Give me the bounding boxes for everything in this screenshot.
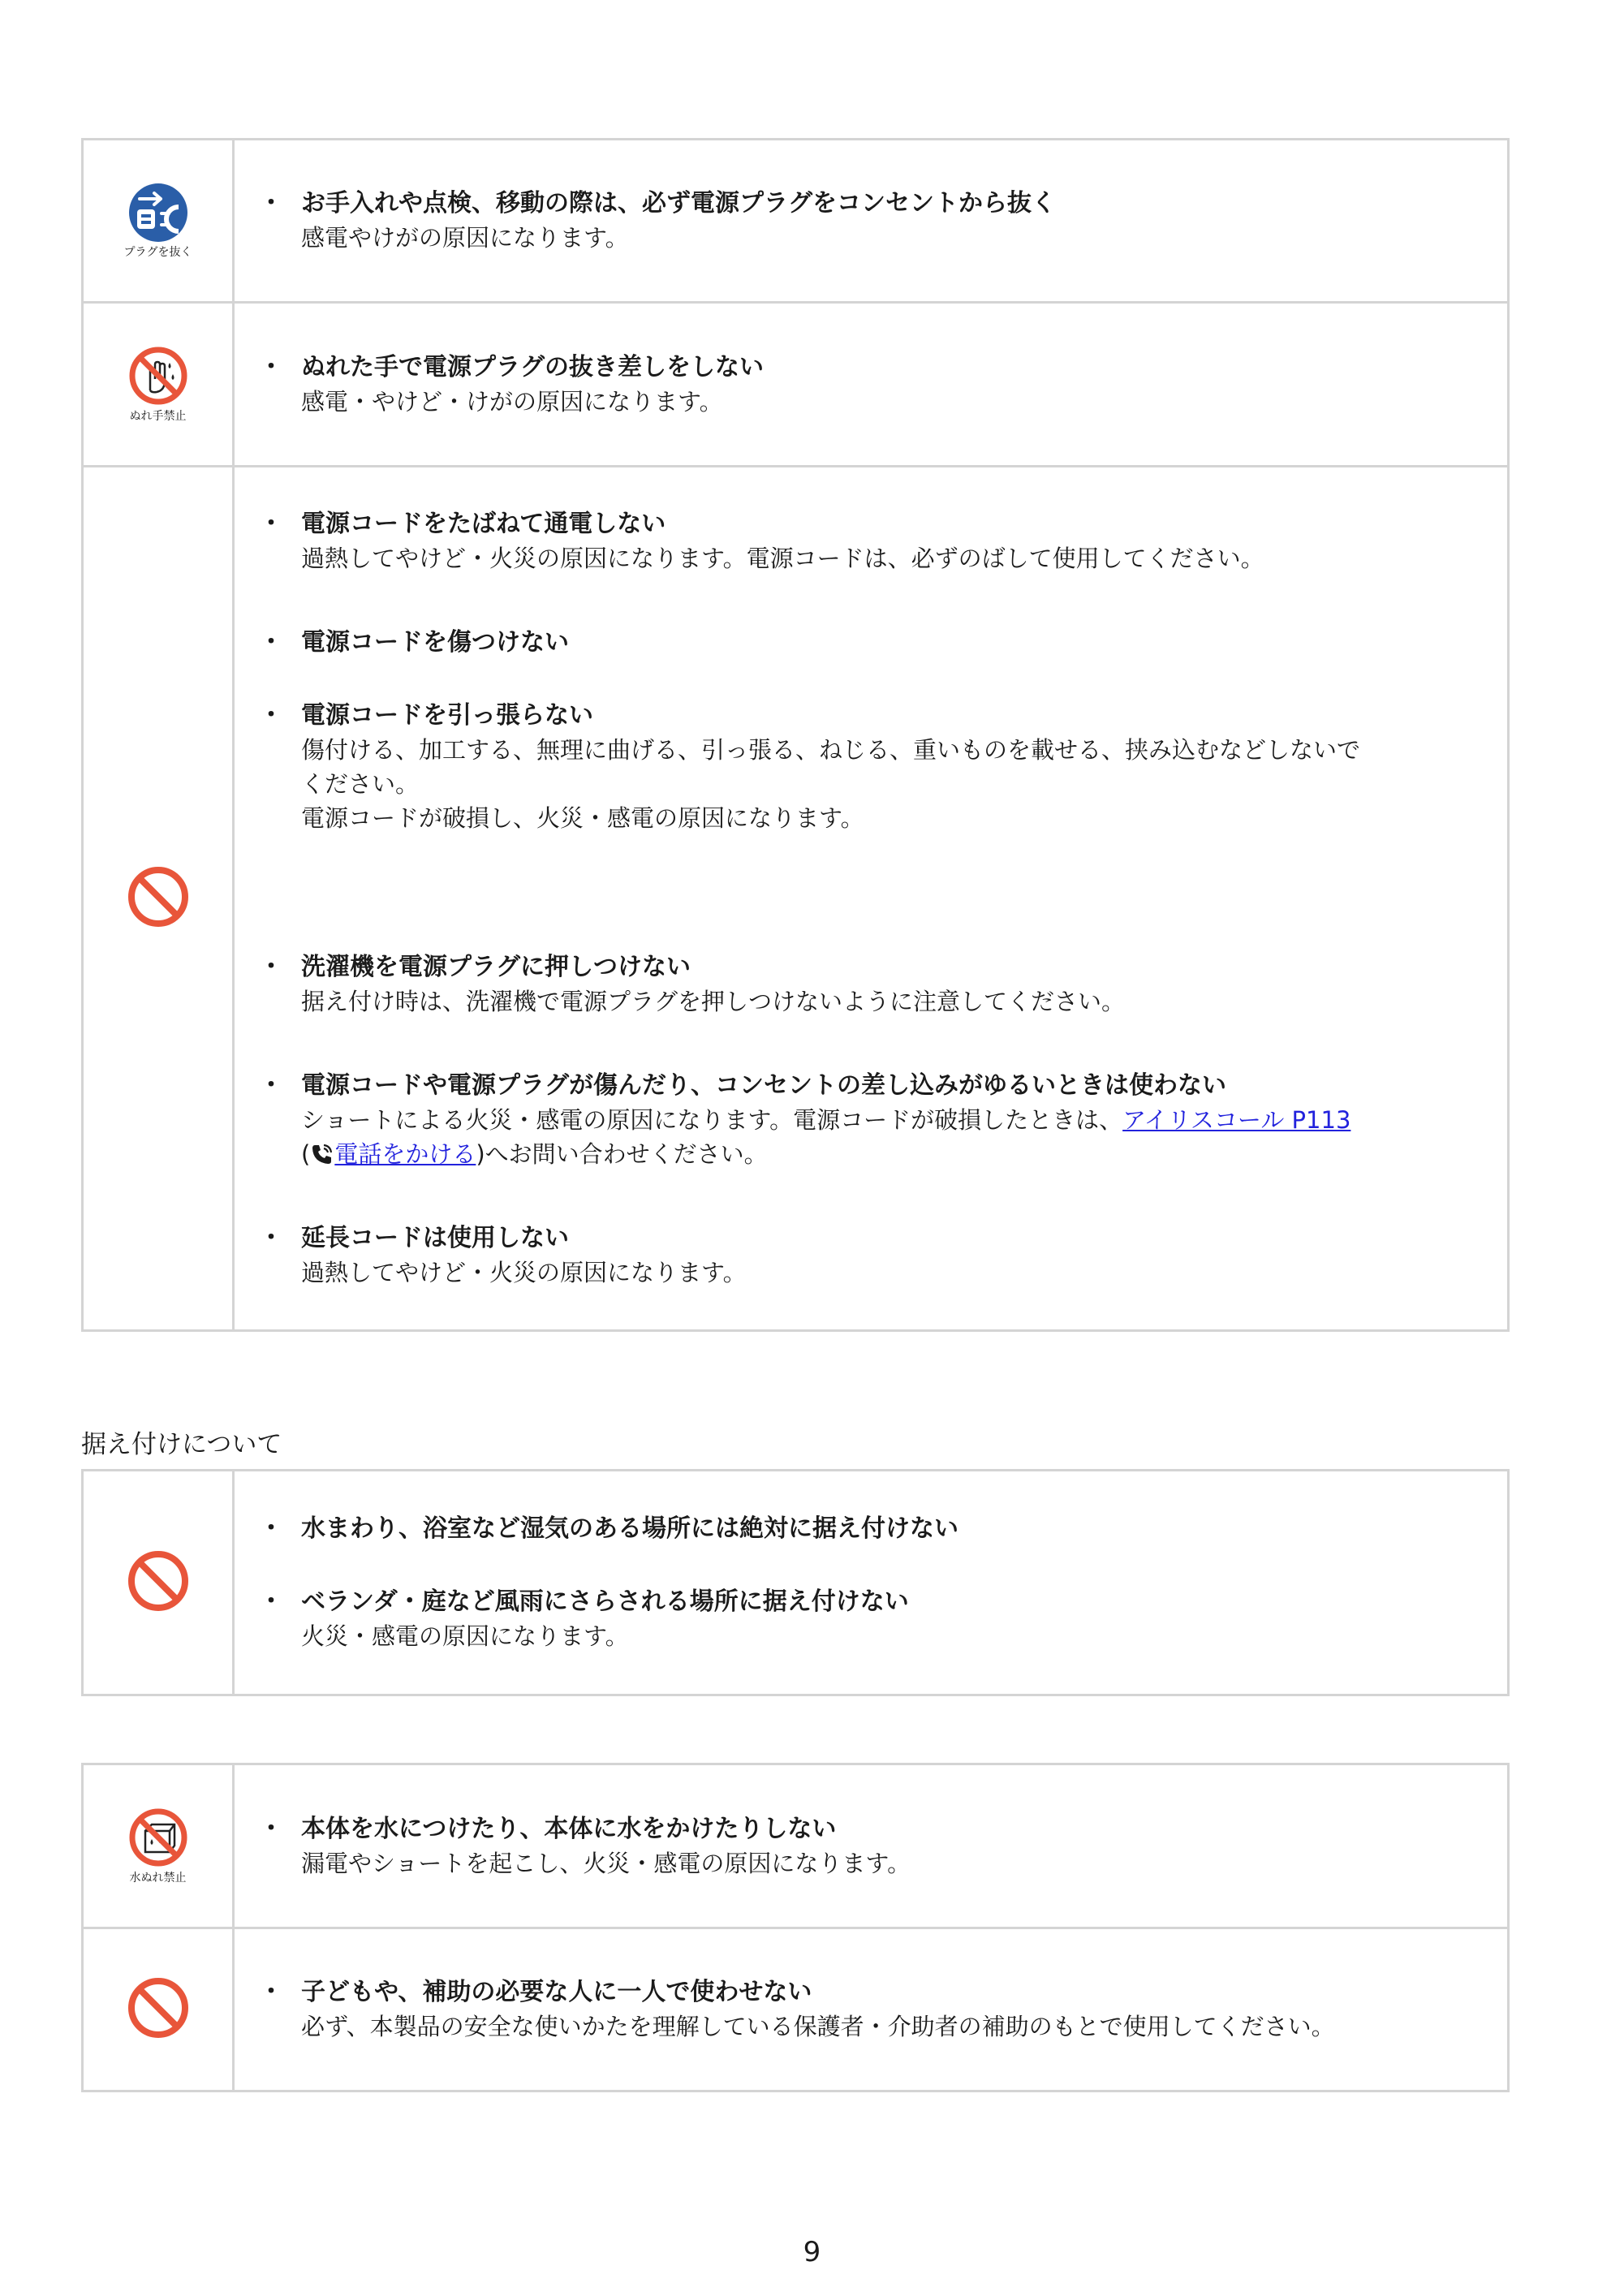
warning-row [83,467,1509,1331]
page-number: 9 [803,2236,821,2268]
item-description [301,1103,1475,1137]
item-description: 感電・やけど・けがの原因になります。 [301,387,723,416]
paren-open: ( [301,1140,311,1168]
warning-row [83,1764,1509,1928]
text-cell [234,467,1509,1331]
item-heading: ・ お手入れや点検、移動の際は、必ず電源プラグをコンセントから抜く [301,189,1056,218]
item-description: 電源コードが破損し、火災・感電の原因になります。 [301,804,864,832]
description-text: )へお問い合わせください。 [476,1140,768,1168]
list-item [277,950,1475,1019]
item-heading: ・ 子どもや、補助の必要な人に一人で使わせない [301,1978,812,2006]
prohibition-icon [127,865,190,928]
item-description [301,1137,1475,1171]
list-item [277,626,1475,660]
icon-cell [83,1764,234,1928]
section-title: 据え付けについて [81,1430,282,1459]
icon-cell [83,467,234,1331]
icon-cell [83,140,234,303]
list-item [277,187,1475,255]
warning-table-power [81,138,1510,1332]
icon-cell [83,1471,234,1695]
no-water-icon [127,1807,189,1885]
item-heading: ・ 延長コードは使用しない [301,1224,569,1252]
item-heading: ・ 電源コードを引っ張らない [301,701,593,730]
list-item [277,1512,1475,1546]
warning-table-usage [81,1763,1510,2092]
item-heading: ・ ベランダ・庭など風雨にさらされる場所に据え付けない [301,1587,909,1616]
description-text: ショートによる火災・感電の原因になります。電源コードが破損したときは、 [301,1106,1123,1134]
item-description: 過熱してやけど・火災の原因になります。 [301,1259,747,1286]
call-link[interactable]: 電話をかける [334,1140,476,1168]
list-item [277,351,1475,419]
icon-cell [83,1928,234,2091]
item-description: 必ず、本製品の安全な使いかたを理解している保護者・介助者の補助のもとで使用してください。 [301,2013,1335,2040]
item-description: 据え付け時は、洗濯機で電源プラグを押しつけないように注意してください。 [301,988,1126,1015]
item-heading: ・ 本体を水につけたり、本体に水をかけたりしない [301,1814,837,1843]
item-description: 火災・感電の原因になります。 [301,1622,629,1650]
item-description: 漏電やショートを起こし、火災・感電の原因になります。 [301,1849,911,1877]
item-description: ください。 [301,770,420,798]
list-item [277,1069,1475,1171]
list-item [277,1221,1475,1290]
list-item [277,1975,1475,2044]
item-heading: ・ 洗濯機を電源プラグに押しつけない [301,953,691,981]
no-wet-hands-icon [127,345,189,424]
text-cell [234,303,1509,467]
prohibition-icon [127,1549,190,1613]
item-heading: ・ 電源コードを傷つけない [301,628,569,657]
list-item [277,507,1475,575]
warning-row [83,1471,1509,1695]
warning-row [83,1928,1509,2091]
warning-table-installation [81,1469,1510,1696]
item-heading: ・ ぬれた手で電源プラグの抜き差しをしない [301,352,764,381]
unplug-instruction-icon [124,183,192,260]
icon-caption: プラグを抜く [123,245,192,259]
text-cell [234,1928,1509,2091]
item-heading: ・ 電源コードをたばねて通電しない [301,510,666,538]
phone-icon [310,1142,334,1166]
warning-row [83,140,1509,303]
icon-caption: 水ぬれ禁止 [129,1872,187,1885]
list-item [277,699,1475,835]
list-item [277,1812,1475,1880]
iris-call-link[interactable]: アイリスコール P113 [1122,1106,1351,1134]
icon-cell [83,303,234,467]
prohibition-icon [127,1976,190,2040]
warning-row [83,303,1509,467]
item-description: 過熱してやけど・火災の原因になります。電源コードは、必ずのばして使用してください。 [301,545,1264,572]
text-cell [234,1471,1509,1695]
item-description: 感電やけがの原因になります。 [301,224,629,252]
text-cell [234,140,1509,303]
text-cell [234,1764,1509,1928]
item-heading: ・ 電源コードや電源プラグが傷んだり、コンセントの差し込みがゆるいときは使わない [301,1071,1226,1100]
list-item [277,1585,1475,1653]
item-heading: ・ 水まわり、浴室など湿気のある場所には絶対に据え付けない [301,1514,958,1543]
item-description: 傷付ける、加工する、無理に曲げる、引っ張る、ねじる、重いものを載せる、挟み込むなどしないで [301,736,1361,764]
icon-caption: ぬれ手禁止 [129,410,187,423]
